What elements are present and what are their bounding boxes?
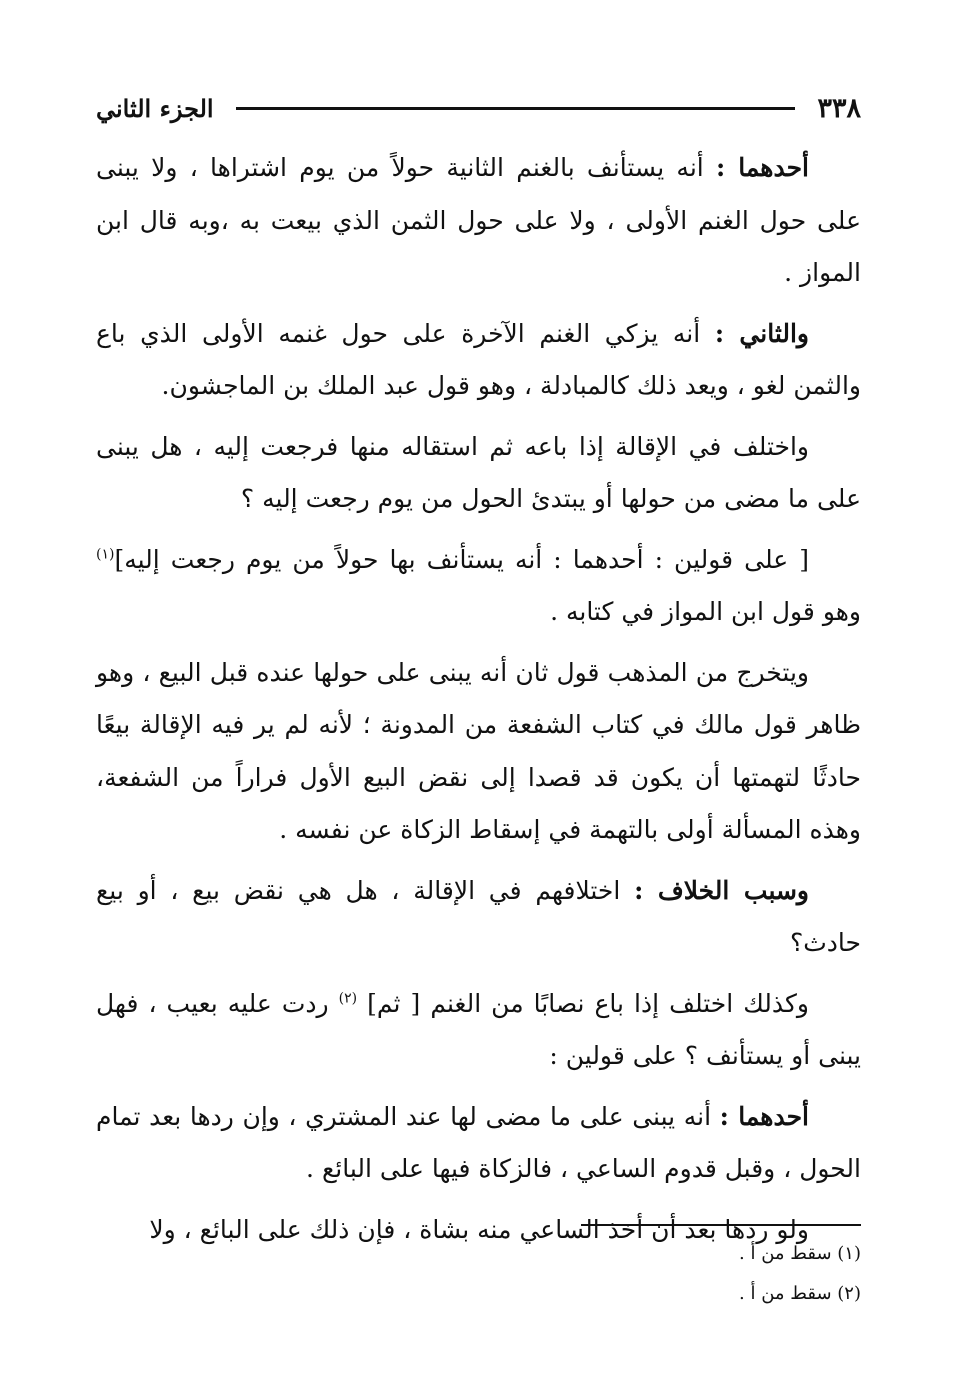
paragraph: [96, 421, 861, 526]
page-number: ٣٣٨: [817, 92, 861, 124]
paragraph-text: أنه يزكي الغنم الآخرة على حول غنمه الأولى الذي باع والثمن لغو ، ويعد ذلك كالمبادلة ، وهو قول عبد الملك بن الماجشون.: [96, 318, 861, 400]
paragraph: [96, 1091, 861, 1196]
paragraph-text: ردت عليه بعيب ، فهل يبنى أو يستأنف ؟ على قولين :: [96, 988, 861, 1070]
paragraph-text: واختلف في الإقالة إذا باعه ثم استقاله منها فرجعت إليه ، هل يبنى على ما مضى من حولها أو يبتدئ الحول من يوم رجعت إليه ؟: [96, 431, 861, 513]
paragraph-text: أنه يبنى على ما مضى لها عند المشتري ، وإن ردها بعد تمام الحول ، وقبل قدوم الساعي ، فالزكاة فيها على البائع .: [96, 1101, 861, 1183]
footnote: (٢) سقط من أ .: [739, 1283, 861, 1304]
paragraph: [96, 978, 861, 1083]
paragraph-text: أنه يستأنف بالغنم الثانية حولاً من يوم اشتراها ، ولا يبنى على حول الغنم الأولى ، ولا على حول الثمن الذي بيعت به ،وبه قال ابن المواز .: [96, 153, 861, 287]
paragraph: [96, 534, 861, 639]
paragraph-lead: والثاني :: [714, 318, 810, 348]
footnote-ref: (١): [96, 546, 115, 563]
paragraph: [96, 308, 861, 413]
paragraph-text: ولو ردها بعد أن أخذ الساعي منه بشاة ، فإن ذلك على البائع ، ولا: [149, 1214, 809, 1244]
footnote: (١) سقط من أ .: [739, 1243, 861, 1264]
header-rule: [236, 107, 796, 110]
footnotes: [96, 1234, 861, 1314]
running-title: الجزء الثاني: [96, 93, 214, 123]
paragraph-lead: أحدهما :: [715, 153, 809, 182]
paragraph-text: وهو قول ابن المواز في كتابه .: [550, 597, 861, 626]
footnote-ref: (٢): [338, 990, 358, 1007]
paragraph-lead: وسبب الخلاف :: [634, 875, 810, 905]
paragraph: [96, 142, 861, 300]
page-header: [96, 86, 861, 130]
footnote-rule: [581, 1224, 861, 1226]
paragraph: [96, 647, 861, 857]
paragraph-lead: أحدهما :: [719, 1101, 809, 1131]
paragraph-text: اختلافهم في الإقالة ، هل هي نقض بيع ، أو بيع حادث؟: [96, 875, 861, 957]
paragraph: [96, 865, 861, 970]
body-text: [96, 142, 861, 1264]
paragraph-text: وكذلك اختلف إذا باع نصابًا من الغنم [ ثم]: [357, 988, 809, 1018]
paragraph-text: [ على قولين : أحدهما : أنه يستأنف بها حولاً من يوم رجعت إليه]: [114, 544, 809, 574]
paragraph-text: ويتخرج من المذهب قول ثان أنه يبنى على حولها عنده قبل البيع ، وهو ظاهر قول مالك في كتاب الشفعة من المدونة ؛ لأنه لم ير فيه الإقالة بيعًا حادثًا لتهمتها أن يكون قد قصدا إلى نقض البيع الأول فراراً من الشفعة، وهذه المسألة أولى بالتهمة في إسقاط الزكاة عن نفسه .: [96, 657, 861, 844]
